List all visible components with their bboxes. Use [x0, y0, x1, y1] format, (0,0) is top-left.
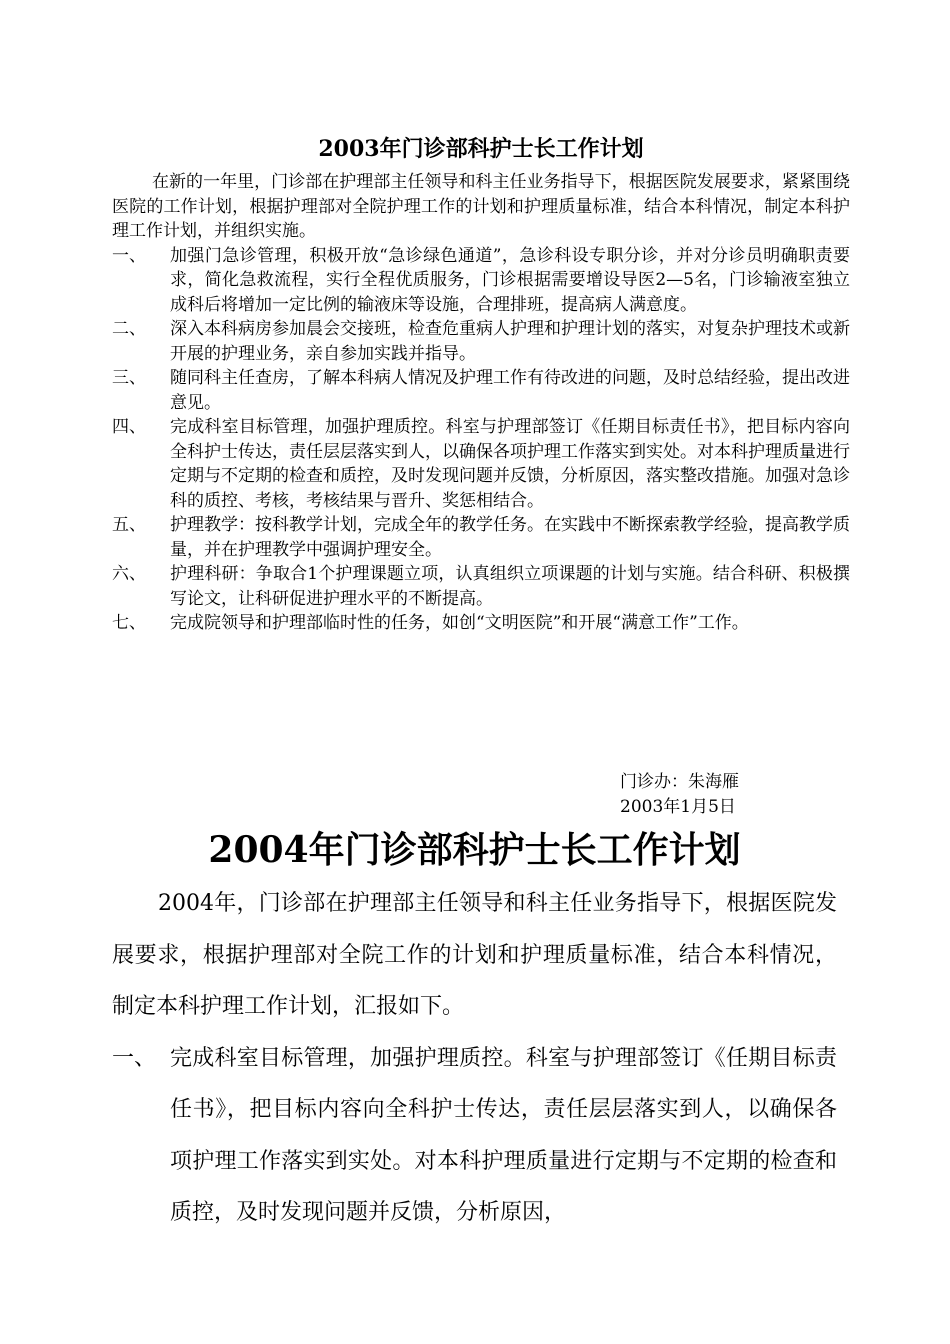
- list-item: [112, 244, 850, 318]
- list-item: [112, 562, 850, 611]
- list-item: [112, 1033, 837, 1239]
- list-item-text: 完成科室目标管理，加强护理质控。科室与护理部签订《任期目标责任书》，把目标内容向全科护士传达，责任层层落实到人，以确保各项护理工作落实到实处。对本科护理质量进行定期与不定期的检查和质控，及时发现问题并反馈，分析原因，落实整改措施。加强对急诊科的质控、考核，考核结果与晋升、奖惩相结合。: [170, 417, 850, 511]
- signature-date: 2003年1月5日: [620, 797, 736, 817]
- list-item-text: 护理科研：争取合1个护理课题立项，认真组织立项课题的计划与实施。结合科研、积极撰写论文，让科研促进护理水平的不断提高。: [170, 564, 850, 609]
- list-item-text: 护理教学：按科教学计划，完成全年的教学任务。在实践中不断探索教学经验，提高教学质量，并在护理教学中强调护理安全。: [170, 515, 850, 560]
- list-item-text: 随同科主任查房，了解本科病人情况及护理工作有待改进的问题，及时总结经验，提出改进意见。: [170, 368, 850, 413]
- list-item-text: 加强门急诊管理，积极开放“急诊绿色通道”，急诊科设专职分诊，并对分诊员明确职责要求，简化急救流程，实行全程优质服务，门诊根据需要增设导医2—5名，门诊输液室独立成科后将增加一定比例的输液床等设施，合理排班，提高病人满意度。: [170, 245, 850, 315]
- list-item-number: 一、: [112, 245, 146, 266]
- plan-2004-intro: 2004年，门诊部在护理部主任领导和科主任业务指导下，根据医院发展要求，根据护理部对全院工作的计划和护理质量标准，结合本科情况，制定本科护理工作计划，汇报如下。: [112, 891, 837, 1019]
- signature-office: 门诊办：朱海雁: [620, 772, 739, 792]
- plan-2003-signature: [620, 770, 739, 820]
- list-item-text: 完成院领导和护理部临时性的任务，如创“文明医院”和开展“满意工作”工作。: [170, 613, 749, 633]
- plan-2004-list: [112, 1033, 837, 1239]
- plan-2003-list: [112, 244, 850, 636]
- list-item-number: 二、: [112, 319, 146, 339]
- list-item-number: 五、: [112, 515, 146, 535]
- plan-2003-title: 2003年门诊部科护士长工作计划: [318, 136, 644, 162]
- list-item-number: 七、: [112, 613, 146, 633]
- list-item-number: 三、: [112, 368, 146, 388]
- list-item: [112, 611, 850, 636]
- list-item-number: 一、: [112, 1045, 157, 1071]
- list-item: [112, 513, 850, 562]
- list-item-number: 四、: [112, 417, 146, 437]
- list-item-text: 深入本科病房参加晨会交接班，检查危重病人护理和护理计划的落实，对复杂护理技术或新开展的护理业务，亲自参加实践并指导。: [170, 319, 850, 364]
- plan-2004-title: 2004年门诊部科护士长工作计划: [208, 829, 741, 871]
- plan-2003-section: [112, 132, 850, 636]
- list-item: [112, 317, 850, 366]
- list-item: [112, 366, 850, 415]
- plan-2004-section: [112, 822, 837, 1239]
- list-item-number: 六、: [112, 564, 146, 584]
- list-item: [112, 415, 850, 513]
- plan-2003-intro: 在新的一年里，门诊部在护理部主任领导和科主任业务指导下，根据医院发展要求，紧紧围绕医院的工作计划，根据护理部对全院护理工作的计划和护理质量标准，结合本科情况，制定本科护理工作计划，并组织实施。: [112, 172, 850, 241]
- list-item-text: 完成科室目标管理，加强护理质控。科室与护理部签订《任期目标责任书》，把目标内容向全科护士传达，责任层层落实到人，以确保各项护理工作落实到实处。对本科护理质量进行定期与不定期的检查和质控，及时发现问题并反馈，分析原因，: [170, 1045, 837, 1225]
